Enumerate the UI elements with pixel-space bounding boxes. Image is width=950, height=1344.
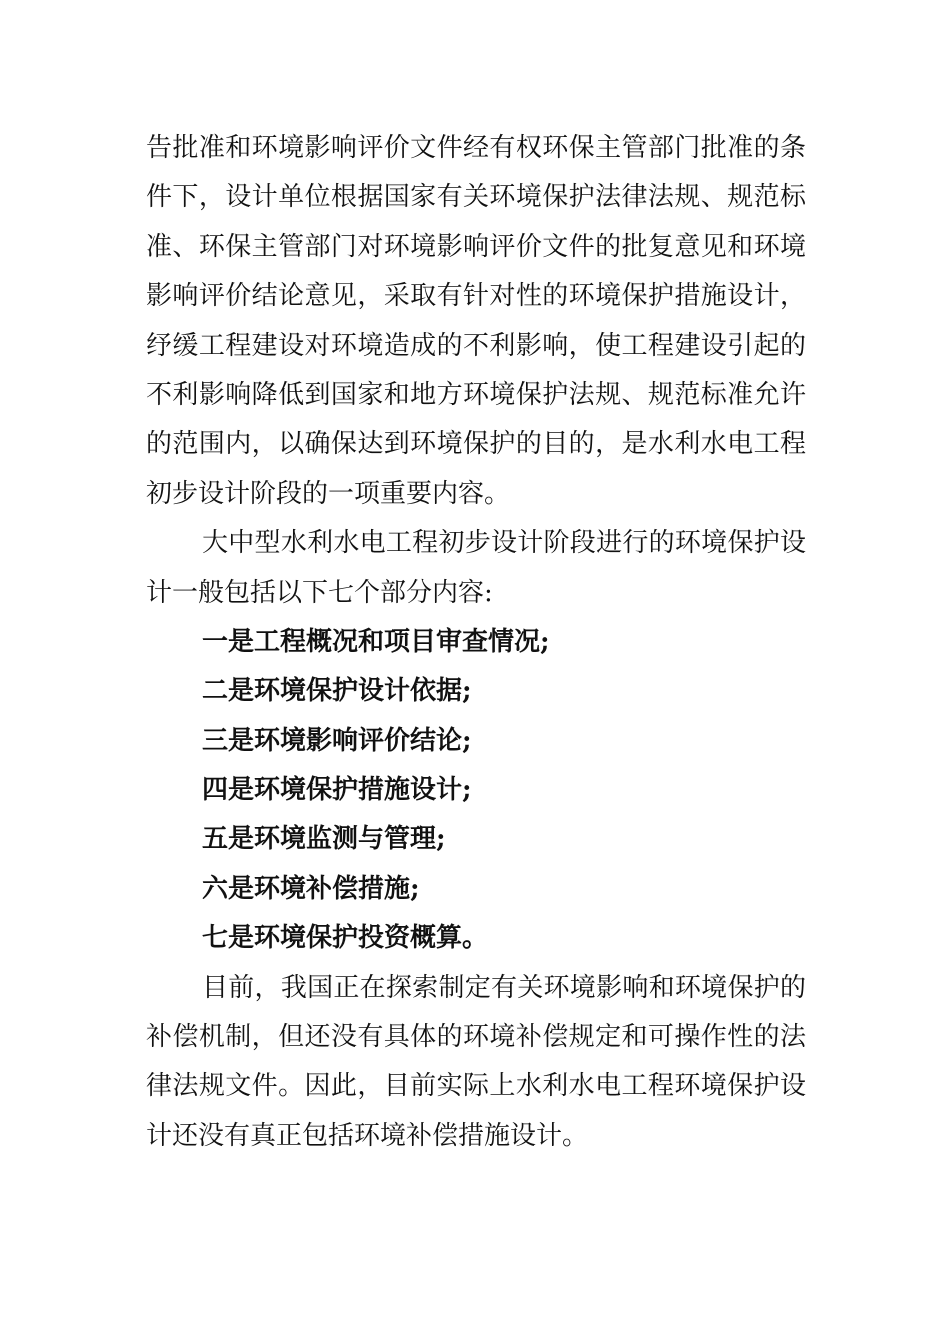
- paragraph-line: 计一般包括以下七个部分内容:: [146, 577, 493, 608]
- paragraph-line: 纾缓工程建设对环境造成的不利影响，使工程建设引起的: [146, 330, 806, 361]
- paragraph-line: 补偿机制，但还没有具体的环境补偿规定和可操作性的法: [146, 1022, 806, 1053]
- paragraph-2: [146, 519, 806, 618]
- paragraph-line: 初步设计阶段的一项重要内容。: [146, 478, 511, 509]
- content-list: [146, 618, 806, 964]
- document-body: [146, 124, 806, 1161]
- paragraph-line: 不利影响降低到国家和地方环境保护法规、规范标准允许: [146, 379, 806, 410]
- paragraph-3: [146, 964, 806, 1162]
- paragraph-line: 的范围内，以确保达到环境保护的目的，是水利水电工程: [146, 429, 806, 460]
- paragraph-line: 目前，我国正在探索制定有关环境影响和环境保护的: [202, 972, 806, 1003]
- paragraph-line: 准、环保主管部门对环境影响评价文件的批复意见和环境: [146, 231, 806, 262]
- paragraph-line: 大中型水利水电工程初步设计阶段进行的环境保护设: [202, 528, 806, 559]
- paragraph-line: 律法规文件。因此，目前实际上水利水电工程环境保护设: [146, 1071, 806, 1102]
- paragraph-line: 件下，设计单位根据国家有关环境保护法律法规、规范标: [146, 182, 806, 213]
- paragraph-line: 告批准和环境影响评价文件经有权环保主管部门批准的条: [146, 133, 806, 163]
- paragraph-line: 计还没有真正包括环境补偿措施设计。: [146, 1120, 589, 1151]
- list-item: 一是工程概况和项目审查情况;: [202, 626, 550, 657]
- list-item: 七是环境保护投资概算。: [202, 923, 489, 954]
- list-item: 六是环境补偿措施;: [202, 873, 420, 904]
- list-item: 二是环境保护设计依据;: [202, 676, 472, 707]
- list-item: 五是环境监测与管理;: [202, 824, 446, 855]
- paragraph-line: 影响评价结论意见，采取有针对性的环境保护措施设计，: [146, 281, 806, 312]
- list-item: 三是环境影响评价结论;: [202, 725, 472, 756]
- list-item: 四是环境保护措施设计;: [202, 775, 472, 806]
- paragraph-1: [146, 124, 806, 519]
